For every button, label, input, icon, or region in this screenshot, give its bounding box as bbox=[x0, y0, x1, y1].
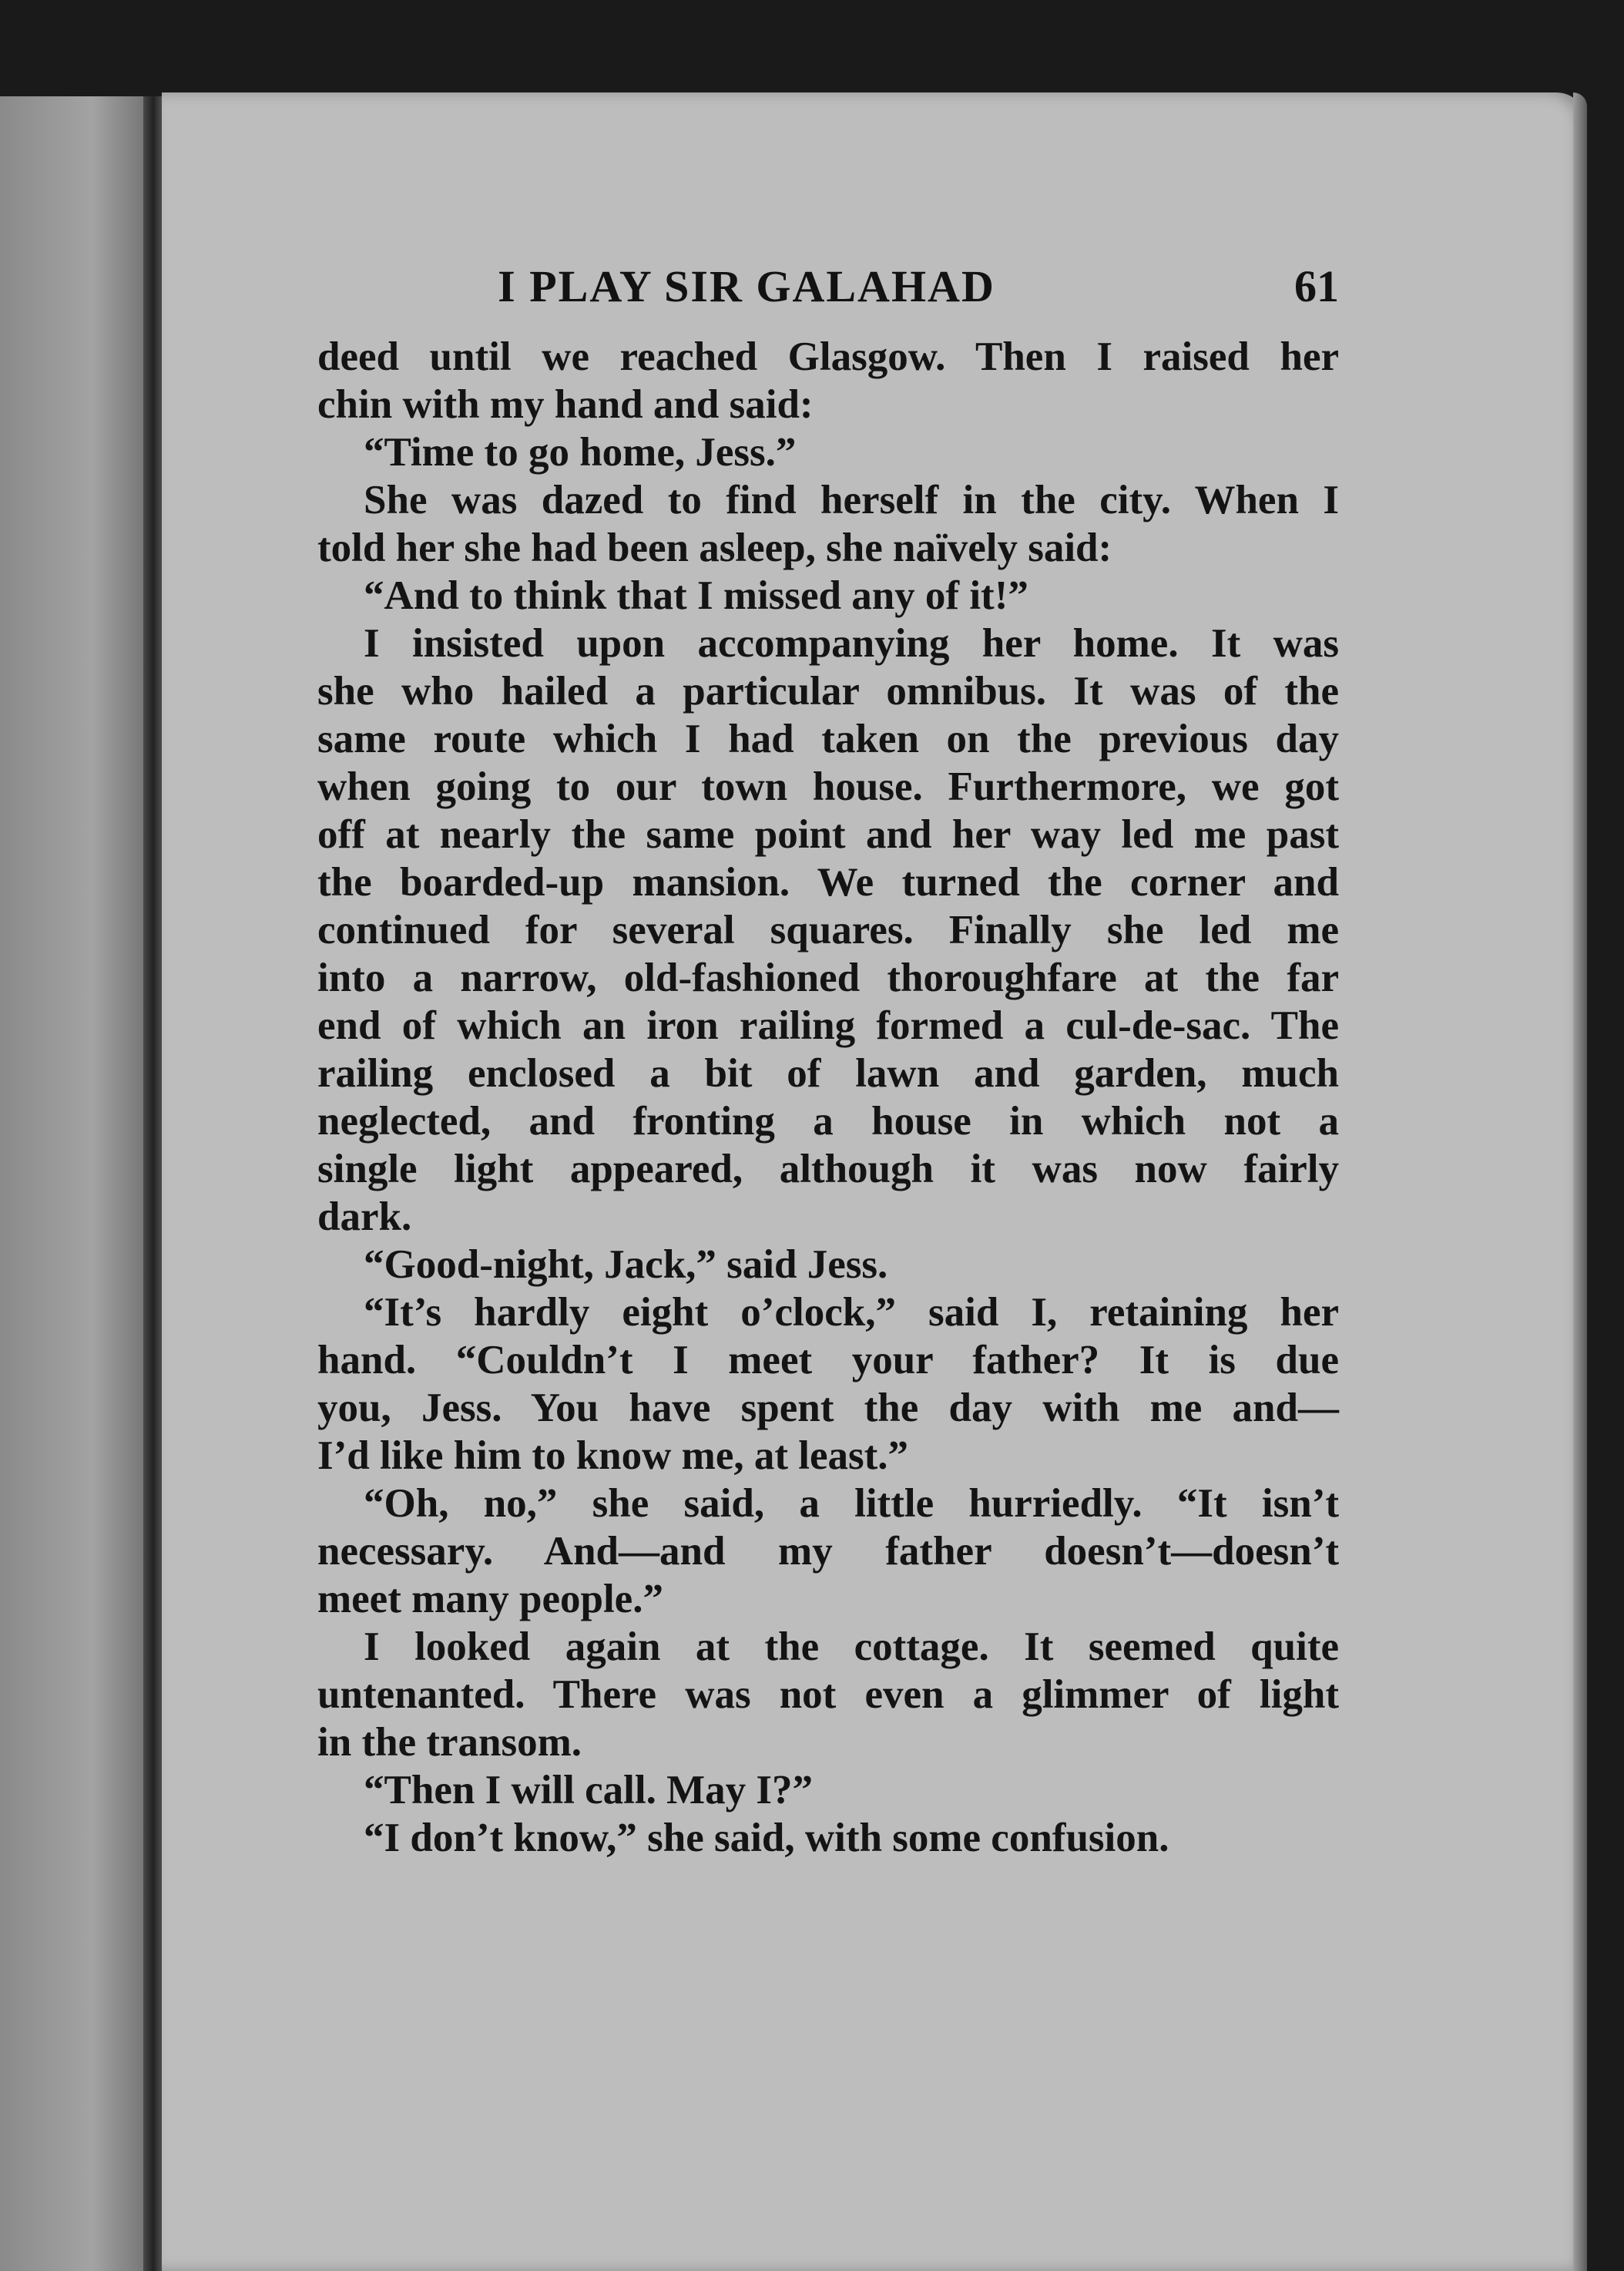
text-line: dark. bbox=[317, 1194, 412, 1239]
text-line: “Time to go home, Jess.” bbox=[364, 430, 797, 475]
text-line: I insisted upon accompanying her home. It was bbox=[364, 621, 1339, 666]
book-gutter bbox=[143, 96, 163, 2271]
text-line: you, Jess. You have spent the day with me and— bbox=[317, 1386, 1339, 1430]
text-line: single light appeared, although it was now fairly bbox=[317, 1147, 1339, 1191]
text-line: she who hailed a particular omnibus. It was of the bbox=[317, 669, 1339, 714]
left-page-edge bbox=[0, 96, 154, 2271]
text-line: “Oh, no,” she said, a little hurriedly. “It isn’t bbox=[364, 1481, 1339, 1526]
text-line: “Good-night, Jack,” said Jess. bbox=[364, 1242, 888, 1287]
text-line: hand. “Couldn’t I meet your father? It is due bbox=[317, 1338, 1339, 1382]
text-line: continued for several squares. Finally she led me bbox=[317, 908, 1339, 952]
text-line: untenanted. There was not even a glimmer of light bbox=[317, 1672, 1339, 1717]
text-line: in the transom. bbox=[317, 1720, 582, 1765]
text-line: deed until we reached Glasgow. Then I raised her bbox=[317, 334, 1339, 379]
text-line: meet many people.” bbox=[317, 1577, 663, 1621]
running-title: I PLAY SIR GALAHAD bbox=[498, 261, 995, 311]
body-text bbox=[317, 333, 1339, 1862]
text-line: “It’s hardly eight o’clock,” said I, retaining her bbox=[364, 1290, 1339, 1335]
text-line: chin with my hand and said: bbox=[317, 382, 814, 427]
page-header bbox=[154, 260, 1339, 314]
page-number: 61 bbox=[1294, 261, 1339, 311]
text-line: the boarded-up mansion. We turned the corner and bbox=[317, 860, 1339, 905]
text-line: neglected, and fronting a house in which not a bbox=[317, 1099, 1339, 1144]
text-line: “Then I will call. May I?” bbox=[364, 1768, 814, 1812]
text-line: I’d like him to know me, at least.” bbox=[317, 1433, 909, 1478]
text-line: railing enclosed a bit of lawn and garden, much bbox=[317, 1051, 1339, 1096]
text-line: end of which an iron railing formed a cul-de-sac. The bbox=[317, 1003, 1339, 1048]
text-line: I looked again at the cottage. It seemed quite bbox=[364, 1624, 1339, 1669]
text-line: off at nearly the same point and her way led me past bbox=[317, 812, 1339, 857]
text-line: She was dazed to find herself in the city. When I bbox=[364, 478, 1339, 522]
page-edge bbox=[1573, 92, 1587, 2271]
text-line: same route which I had taken on the previous day bbox=[317, 717, 1339, 761]
text-line: into a narrow, old-fashioned thoroughfare at the far bbox=[317, 956, 1339, 1000]
text-line: told her she had been asleep, she naïvely said: bbox=[317, 526, 1112, 570]
text-line: “And to think that I missed any of it!” bbox=[364, 573, 1028, 618]
text-line: “I don’t know,” she said, with some confusion. bbox=[364, 1816, 1169, 1860]
text-line: when going to our town house. Furthermore, we got bbox=[317, 764, 1339, 809]
text-line: necessary. And—and my father doesn’t—doesn’t bbox=[317, 1529, 1339, 1574]
